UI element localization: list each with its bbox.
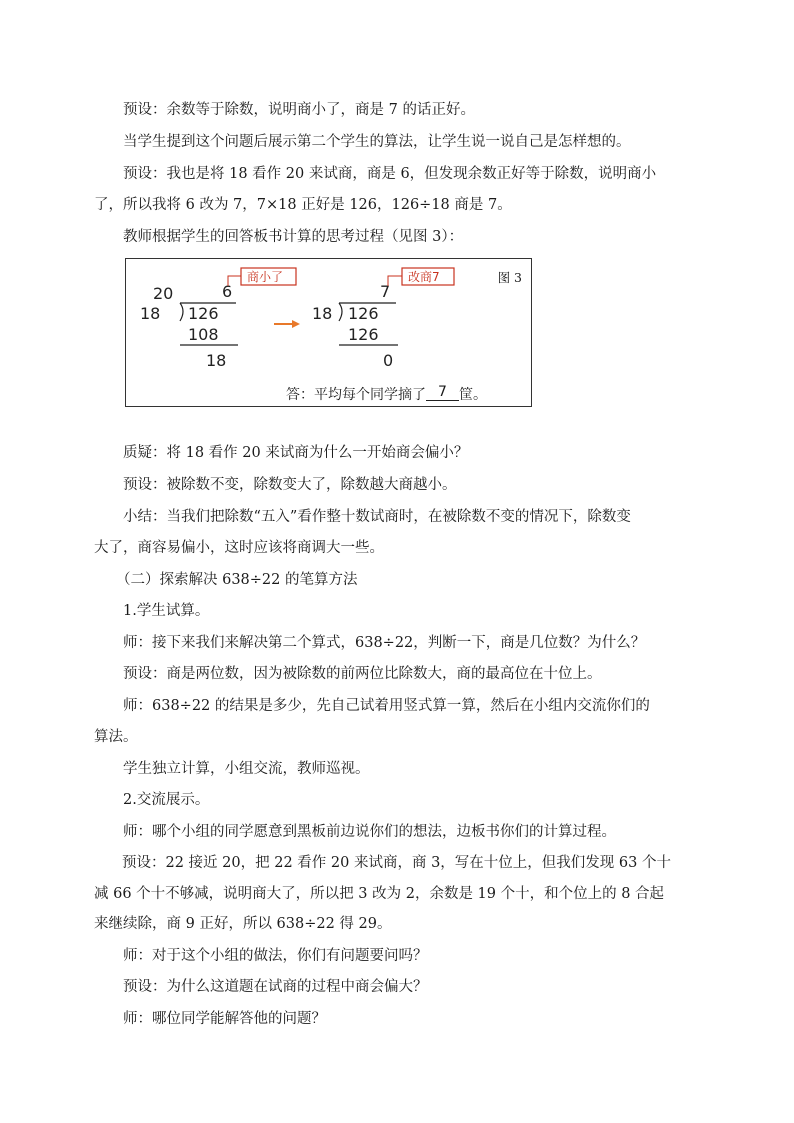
paragraph-16-line-1: 预设：22 接近 20，把 22 看作 20 来试商，商 3，写在十位上，但我们发现 63 个十 [122, 855, 671, 871]
left-tag-text: 商小了 [247, 270, 284, 284]
right-dividend: 126 [348, 304, 379, 323]
paragraph-6: 预设：被除数不变，除数变大了，除数越大商越小。 [123, 477, 457, 493]
right-divisor: 18 [312, 304, 333, 323]
paragraph-13: 学生独立计算，小组交流，教师巡视。 [123, 761, 370, 777]
paragraph-1: 预设：余数等于除数，说明商小了，商是 7 的话正好。 [123, 102, 475, 118]
left-remainder: 18 [206, 351, 227, 370]
answer-suffix: 筐。 [459, 387, 487, 403]
left-dividend: 126 [188, 304, 219, 323]
left-division-bracket [180, 303, 183, 321]
paragraph-9: 1.学生试算。 [123, 603, 210, 619]
paragraph-4: 教师根据学生的回答板书计算的思考过程（见图 3）： [123, 229, 464, 245]
paragraph-3-line-1: 预设：我也是将 18 看作 20 来试商，商是 6，但发现余数正好等于除数，说明商小 [123, 166, 657, 182]
right-tag-text: 改商7 [408, 270, 440, 284]
left-estimate: 20 [153, 284, 174, 303]
paragraph-2: 当学生提到这个问题后展示第二个学生的算法，让学生说一说自己是怎样想的。 [123, 134, 631, 150]
paragraph-3-line-2: 了，所以我将 6 改为 7，7×18 正好是 126，126÷18 商是 7。 [94, 197, 512, 213]
left-divisor: 18 [140, 304, 161, 323]
figure-label: 图 3 [497, 270, 522, 285]
left-product: 108 [188, 325, 219, 344]
paragraph-15: 师：哪个小组的同学愿意到黑板前边说你们的想法，边板书你们的计算过程。 [123, 824, 616, 840]
paragraph-18: 预设：为什么这道题在试商的过程中商会偏大？ [123, 979, 428, 995]
right-division-bracket [339, 303, 342, 321]
paragraph-11: 预设：商是两位数，因为被除数的前两位比除数大，商的最高位在十位上。 [123, 666, 602, 682]
paragraph-17: 师：对于这个小组的做法，你们有问题要问吗？ [123, 948, 428, 964]
paragraph-19: 师：哪位同学能解答他的问题？ [123, 1011, 326, 1027]
figure-answer [286, 384, 487, 404]
paragraph-12-line-2: 算法。 [94, 729, 138, 745]
paragraph-12-line-1: 师：638÷22 的结果是多少，先自己试着用竖式算一算，然后在小组内交流你们的 [123, 698, 650, 714]
section-heading-2: （二）探索解决 638÷22 的笔算方法 [116, 572, 358, 588]
left-quotient: 6 [222, 282, 233, 301]
paragraph-16-line-3: 来继续除，商 9 正好，所以 638÷22 得 29。 [94, 916, 392, 932]
right-product: 126 [348, 325, 379, 344]
figure-3-division-diagram [125, 258, 532, 407]
answer-blank: 7 [426, 384, 459, 401]
paragraph-14: 2.交流展示。 [123, 792, 210, 808]
paragraph-16-line-2: 减 66 个十不够减，说明商大了，所以把 3 改为 2，余数是 19 个十，和个位上的 8 合起 [94, 886, 665, 902]
arrow-head [292, 320, 300, 328]
paragraph-5: 质疑：将 18 看作 20 来试商为什么一开始商会偏小？ [123, 445, 469, 461]
paragraph-7-line-1: 小结：当我们把除数“五入”看作整十数试商时，在被除数不变的情况下，除数变 [123, 509, 631, 525]
paragraph-10: 师：接下来我们来解决第二个算式，638÷22，判断一下，商是几位数？为什么？ [123, 635, 646, 651]
answer-prefix: 答：平均每个同学摘了 [286, 387, 426, 403]
right-remainder: 0 [383, 351, 394, 370]
paragraph-7-line-2: 大了，商容易偏小，这时应该将商调大一些。 [94, 540, 384, 556]
right-quotient: 7 [380, 282, 391, 301]
